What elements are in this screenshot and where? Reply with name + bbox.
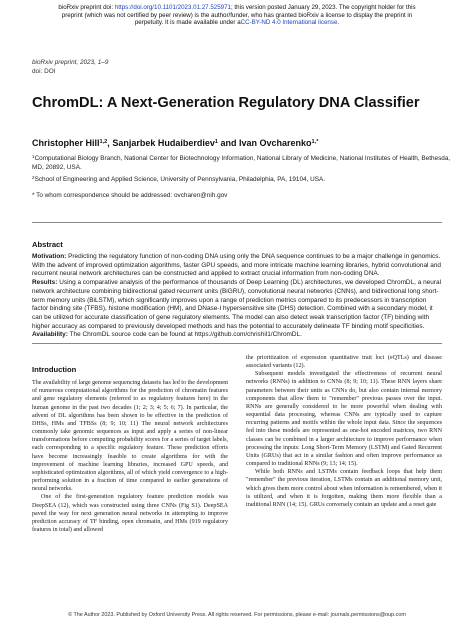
citation-line: bioRxiv preprint, 2023, 1–9 [32, 59, 109, 66]
intro-paragraph-1: The availability of large genome sequencing datasets has led to the development of numerous computational algorithms for the prediction of chromatin features and gene regulatory elements (referred to as regulatory features here) in the human genome in the past two decades (1; 2; 3; 4; 5; 6; 7). In particular, the advent of DL algorithms has been shown to be effective in the prediction of DHSs, HMs and TFBSs (8; 9; 10; 11) The neural network architectures commonly take genomic sequences as input and apply a series of non-linear transformations before computing probability scores for a series of target labels, each corresponding to a specific regulatory feature. These prediction efforts have become increasingly feasible to create algorithms for with the improvement of machine learning libraries, increased GPU speeds, and sophisticated optimization algorithms, all of which yield convergence to a high-performing solution in a fraction of time compared to earlier generations of neural networks. [32, 380, 229, 493]
left-column [32, 366, 228, 534]
affiliation-2: $^2$School of Engineering and Applied Science, University of Pennsylvania, Philadelphia, PA, 19104, USA. [32, 175, 326, 184]
author-2: Sanjarbek Hudaiberdiev$^1$ [112, 138, 218, 148]
banner-line-3: perpetuity. It is made available under aCC-BY-ND 4.0 International license. [134, 19, 340, 27]
author-1: Christopher Hill$^{1,2}$ [32, 138, 108, 148]
abstract-availability: Availability: The ChromDL source code can be found at https://github.com/chrishil1/ChromDL. [32, 331, 302, 339]
author-3: Ivan Ovcharenko$^{1,*}$ [239, 138, 319, 148]
banner-line-1: bioRxiv preprint doi: https://doi.org/10.1101/2023.01.27.525971; this version posted January 29, 2023. The copyright holder for this [58, 4, 416, 11]
abstract-heading: Abstract [32, 240, 63, 249]
author-list: Christopher Hill$^{1,2}$, Sanjarbek Hudaiberdiev$^1$ and Ivan Ovcharenko$^{1,*}$ [32, 138, 319, 148]
correspondence-note: * To whom correspondence should be addressed: ovcharen@nih.gov [32, 192, 228, 199]
paper-title: ChromDL: A Next-Generation Regulatory DNA Classifier [32, 95, 420, 111]
biorxiv-banner [0, 4, 474, 27]
intro-paragraph-5: While both RNNs and LSTMs contain feedback loops that help them "remember" the previous iteration, LSTMs contain an additional memory unit, which gives them more control about when information is remembered, when it is utilized, and when it is forgotten, making them more flexible than a traditional RNN (14; 15). GRUs conversely contain an update and a reset gate [246, 469, 442, 508]
abstract-motivation: Motivation: Predicting the regulatory function of non-coding DNA using only the DNA sequence continues to be a major challenge in genomics. With the advent of improved optimization algorithms, faster GPU speeds, and more intricate machine learning libraries, hybrid convolutional and recurrent neural network architectures can be constructed and applied to extract crucial information from non-coding DNA. [32, 253, 441, 278]
intro-paragraph-4: Subsequent models investigated the effectiveness of recurrent neural networks (RNNs) in addition to CNNs (8; 9; 10; 11). These RNN layers share parameters between their units as CNNs do, but also contain internal memory components that allow them to "remember" previous passes over the input. RNNs are generally considered to be more powerful when dealing with sequential data processing, whereas CNNs are typically used to capture recurring patterns and motifs within the whole input data. Since the sequences fed into these models are represented as one-hot encoded matrices, two RNN classes can be combined in a larger architecture to improve performance when processing the inputs: Long Short-Term Memory (LSTM) and Gated Recurrent Units (GRUs) that act in a similar fashion and often improve performance as compared to traditional RNNs (9; 13; 14; 15). [246, 371, 442, 468]
doi-link[interactable]: https://doi.org/10.1101/2023.01.27.525971 [114, 4, 231, 11]
abstract-results: Results: Using a comparative analysis of the performance of thousands of Deep Learning (DL) architectures, we developed ChromDL, a neural network architecture combining bidirectional gated recurrent units (BiGRU), convolutional neural networks (CNNs), and bidirectional long short-term memory units (BiLSTM), which significantly improves upon a range of prediction metrics compared to its predecessors in transcription factor binding site (TFBS), histone modification (HM), and DNase-I hypersensitive site (DHS) detection. Combined with a secondary model, it can be utilized for accurate classification of gene regulatory elements. The model can also detect weak transcription factor (TF) binding with higher accuracy as compared to previously developed methods and has the potential to accurately delineate TF binding motif specificities. [32, 279, 442, 330]
affiliations [32, 153, 452, 187]
banner-line-2: preprint (which was not certified by peer review) is the author/funder, who has granted bioRxiv a license to display the preprint in [61, 11, 413, 19]
intro-paragraph-3: the prioritization of expression quantitative trait loci (eQTLs) and disease associated variants (12). [246, 355, 442, 370]
divider-bottom [32, 343, 442, 344]
intro-paragraph-2: One of the first-generation regulatory feature prediction models was DeepSEA (12), which was constructed using three CNNs (Fig S1). DeepSEA paved the way for next generation neural networks in attempting to improve prediction accuracy of TF binding, open chromatin, and HMs (919 regulatory features in total) and allowed [32, 494, 228, 533]
abstract-body [32, 253, 442, 340]
license-link[interactable]: CC-BY-ND 4.0 International license [240, 19, 338, 27]
right-column [246, 354, 442, 509]
affiliation-1: $^1$Computational Biology Branch, National Center for Biotechnology Information, National Library of Medicine, National Institutes of Health, Bethesda, MD, 20892, USA. [32, 154, 451, 171]
introduction-heading: Introduction [32, 365, 77, 374]
divider-top [32, 222, 442, 223]
doi-line: doi: DOI [32, 68, 56, 75]
journal-meta [32, 58, 108, 76]
copyright-footer: © The Author 2023. Published by Oxford University Press. All rights reserved. For permissions, please e-mail: journals.permissions@oup.com [68, 612, 406, 618]
